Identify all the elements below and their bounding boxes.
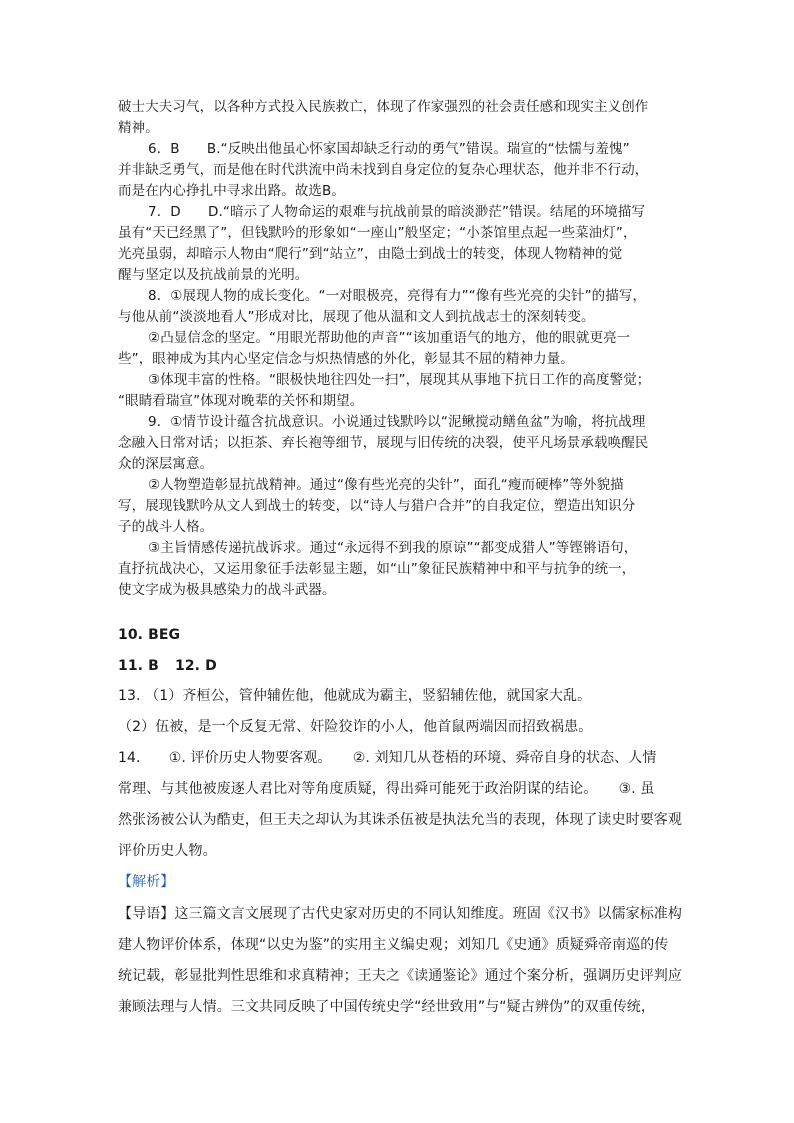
analysis-line: 【导语】这三篇文言文展现了古代史家对历史的不同认知维度。班固《汉书》以儒家标准构 — [118, 906, 682, 922]
text-line: ②人物塑造彰显抗战精神。通过“像有些光亮的尖针”，面孔“瘦而硬棒”等外貌描 — [148, 477, 624, 493]
analysis-line: 兼顾法理与人情。三文共同反映了中国传统史学“经世致用”与“疑古辨伪”的双重传统， — [118, 999, 656, 1015]
text-line: 写，展现钱默吟从文人到战士的转变，以“诗人与猎户合并”的自我定位，塑造出知识分 — [118, 498, 636, 514]
answer-8-line: 8．①展现人物的成长变化。“一对眼极亮，亮得有力”“像有些光亮的尖针”的描写， — [148, 288, 647, 304]
text-line: 醒与坚定以及抗战前景的光明。 — [118, 267, 309, 283]
analysis-line: 统记载，彰显批判性思维和求真精神；王夫之《读通鉴论》通过个案分析，强调历史评判应 — [118, 968, 682, 984]
answer-14-line: 然张汤被公认为酷吏，但王夫之却认为其诛杀伍被是执法允当的表现，体现了读史时要客观 — [118, 812, 682, 828]
text-line: 与他从前“淡淡地看人”形成对比，展现了他从温和文人到抗战志士的深刻转变。 — [118, 309, 595, 325]
text-line: ②凸显信念的坚定。“用眼光帮助他的声音”“该加重语气的地方，他的眼就更亮一 — [148, 330, 631, 346]
answer-11: 11. B — [118, 658, 159, 674]
answer-14-line: 14. ①. 评价历史人物要客观。 ②. 刘知几从苍梧的环境、舜帝自身的状态、人情 — [118, 750, 657, 766]
text-line: 并非缺乏勇气，而是他在时代洪流中尚未找到自身定位的复杂心理状态，他并非不行动， — [118, 162, 649, 178]
text-line: 些”，眼神成为其内心坚定信念与炽热情感的外化，彰显其不屈的精神力量。 — [118, 351, 574, 367]
text-line: 子的战斗人格。 — [118, 519, 214, 535]
text-line: 精神。 — [118, 120, 159, 136]
answer-13-part-2: （2）伍被，是一个反复无常、奸险狡诈的小人，他首鼠两端因而招致祸患。 — [118, 719, 593, 735]
analysis-line: 建人物评价体系，体现“以史为鉴”的实用主义编史观；刘知几《史通》质疑舜帝南巡的传 — [118, 937, 669, 953]
text-line: 破士大夫习气，以各种方式投入民族救亡，体现了作家强烈的社会责任感和现实主义创作 — [118, 99, 649, 115]
answer-9-line: 9．①情节设计蕴含抗战意识。小说通过钱默吟以“泥鳅搅动鳝鱼盆”为喻，将抗战理 — [148, 414, 646, 430]
text-line: 虽有“天已经黑了”，但钱默吟的形象如“一座山”般坚定；“小茶馆里点起一些菜油灯”， — [118, 225, 637, 241]
text-line: 众的深层寓意。 — [118, 456, 214, 472]
text-line: ③主旨情感传递抗战诉求。通过“永远得不到我的原谅”“都变成猎人”等铿锵语句， — [148, 540, 638, 556]
answer-10: 10. BEG — [118, 627, 181, 643]
answer-6-line: 6．B B.“反映出他虽心怀家国却缺乏行动的勇气”错误。瑞宣的“怯懦与羞愧” — [148, 141, 630, 157]
answer-14-line: 常理、与其他被废逐人君比对等角度质疑，得出舜可能死于政治阴谋的结论。 ③. 虽 — [118, 781, 655, 797]
text-line: ③体现丰富的性格。“眼极快地往四处一扫”，展现其从事地下抗日工作的高度警觉； — [148, 372, 651, 388]
text-line: 而是在内心挣扎中寻求出路。故选B。 — [118, 183, 345, 199]
answer-14-line: 评价历史人物。 — [118, 843, 217, 859]
answer-7-line: 7．D D.“暗示了人物命运的艰难与抗战前景的暗淡渺茫”错误。结尾的环境描写 — [148, 204, 646, 220]
analysis-heading: 【解析】 — [118, 874, 175, 890]
answer-12: 12. D — [175, 658, 217, 674]
answer-13-part-1: 13. （1）齐桓公，管仲辅佐他，他就成为霸主，竖貂辅佐他，就国家大乱。 — [118, 688, 592, 704]
text-line: 直抒抗战决心，又运用象征手法彰显主题，如“山”象征民族精神中和平与抗争的统一， — [118, 561, 636, 577]
text-line: 念融入日常对话；以拒茶、弃长袍等细节，展现与旧传统的决裂，使平凡场景承载唤醒民 — [118, 435, 649, 451]
text-line: 使文字成为极具感染力的战斗武器。 — [118, 582, 336, 598]
text-line: 光亮虽弱，却暗示人物由“爬行”到“站立”，由隐士到战士的转变，体现人物精神的觉 — [118, 246, 623, 262]
text-line: “眼睛看瑞宣”体现对晚辈的关怀和期望。 — [118, 393, 364, 409]
